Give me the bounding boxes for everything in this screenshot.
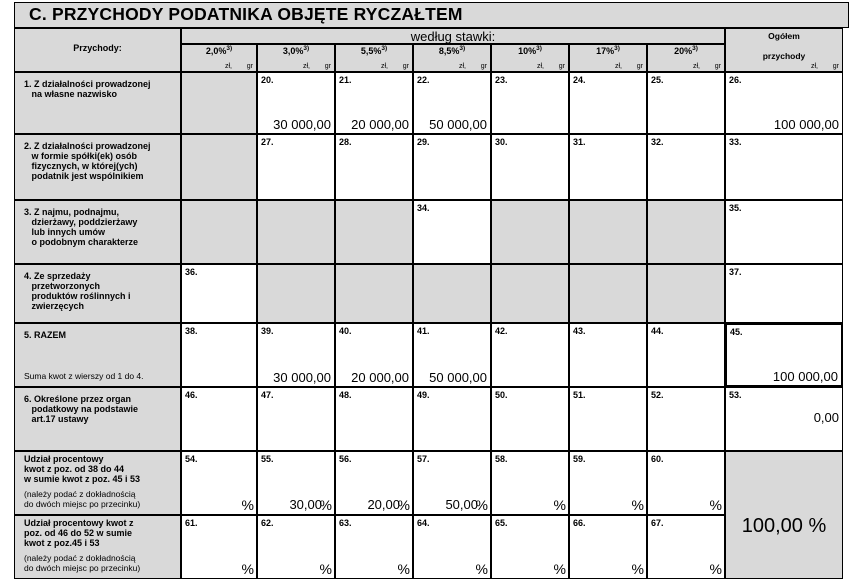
field-number: 34. [417, 203, 430, 213]
row-label-1 [14, 72, 181, 134]
field-62[interactable] [257, 515, 335, 579]
total-amount: 100 000,00 [772, 369, 838, 384]
unit-zl: zł, [225, 63, 232, 70]
percent-sign: % [475, 497, 488, 513]
field-21[interactable] [335, 72, 413, 134]
row-label-2 [14, 134, 181, 200]
field-23[interactable] [491, 72, 569, 134]
unit-zl: zł, [303, 63, 310, 70]
field-31[interactable] [569, 134, 647, 200]
percent-sign: % [319, 561, 332, 577]
unit-zl: zł, [459, 63, 466, 70]
amount-value: 50 000,00 [429, 370, 487, 385]
field-34[interactable] [413, 200, 491, 264]
field-number: 50. [495, 390, 508, 400]
field-54[interactable] [181, 451, 257, 515]
footnote-mark: 3) [381, 45, 388, 52]
footnote-mark: 3) [536, 45, 542, 52]
przychody-header-label: Przychody: [73, 43, 122, 53]
field-number: 36. [185, 267, 198, 277]
field-r3c3 [413, 264, 491, 323]
field-35[interactable] [725, 200, 843, 264]
footnote-mark: 3) [692, 45, 698, 52]
row-label: 4. Ze sprzedaży przetworzonych produktów roślinnych i zwierzęcych [24, 271, 131, 311]
przychody-header [14, 28, 181, 72]
field-number: 38. [185, 326, 198, 336]
field-61[interactable] [181, 515, 257, 579]
field-66[interactable] [569, 515, 647, 579]
rates-header-label: według stawki: [410, 29, 496, 44]
rate-label [414, 45, 490, 56]
field-number: 60. [651, 454, 664, 464]
rate-label [182, 45, 256, 56]
footnote-mark: 3) [226, 45, 233, 52]
field-52[interactable] [647, 387, 725, 451]
footnote-mark: 3) [459, 45, 466, 52]
percent-sign: % [709, 561, 722, 577]
rate-value: 10% [518, 46, 537, 56]
rates-header [181, 28, 725, 44]
total-percent-cell [725, 451, 843, 579]
field-58[interactable] [491, 451, 569, 515]
row-label: 3. Z najmu, podnajmu, dzierżawy, poddzierżawy lub innych umów o podobnym charakterze [24, 207, 139, 247]
rate-value: 3,0% [282, 46, 304, 56]
field-number: 47. [261, 390, 274, 400]
total-header-label: Ogółem [768, 31, 800, 41]
field-44[interactable] [647, 323, 725, 387]
unit-zl: zł, [537, 63, 544, 70]
field-number: 64. [417, 518, 430, 528]
percent-sign: % [553, 561, 566, 577]
rate-header-6 [647, 44, 725, 72]
field-57[interactable] [413, 451, 491, 515]
field-67[interactable] [647, 515, 725, 579]
row-label-7 [14, 451, 181, 515]
field-28[interactable] [335, 134, 413, 200]
field-47[interactable] [257, 387, 335, 451]
rate-value: 2,0% [205, 46, 227, 56]
row-label: Udział procentowy kwot z poz. od 38 do 44 w sumie kwot z poz. 45 i 53 [24, 454, 141, 484]
field-number: 54. [185, 454, 198, 464]
row-label: 6. Określone przez organ podatkowy na podstawie art.17 ustawy [24, 394, 139, 424]
row-label-4 [14, 264, 181, 323]
row-label: 5. RAZEM [24, 330, 67, 340]
rate-header-3 [413, 44, 491, 72]
percent-value: 30,00 [289, 497, 322, 512]
row-label-5 [14, 323, 181, 387]
field-number: 65. [495, 518, 508, 528]
field-29[interactable] [413, 134, 491, 200]
rate-header-2 [335, 44, 413, 72]
field-43[interactable] [569, 323, 647, 387]
field-number: 35. [729, 203, 742, 213]
percent-sign: % [475, 561, 488, 577]
field-r3c1 [257, 264, 335, 323]
unit-gr: gr [714, 63, 721, 70]
field-number: 62. [261, 518, 274, 528]
unit-gr: gr [324, 63, 331, 70]
field-number: 55. [261, 454, 274, 464]
field-60[interactable] [647, 451, 725, 515]
field-number: 23. [495, 75, 508, 85]
percent-sign: % [553, 497, 566, 513]
field-26[interactable] [725, 72, 843, 134]
total-amount: 100 000,00 [773, 117, 839, 132]
rate-value: 8,5% [438, 46, 460, 56]
rate-header-0 [181, 44, 257, 72]
total-header [725, 28, 843, 72]
rate-header-4 [491, 44, 569, 72]
row-label-6 [14, 387, 181, 451]
field-25[interactable] [647, 72, 725, 134]
field-59[interactable] [569, 451, 647, 515]
amount-value: 30 000,00 [273, 117, 331, 132]
field-27[interactable] [257, 134, 335, 200]
field-number: 43. [573, 326, 586, 336]
field-32[interactable] [647, 134, 725, 200]
unit-gr: gr [832, 63, 839, 70]
percent-sign: % [709, 497, 722, 513]
rate-label [570, 45, 646, 56]
row-label-3 [14, 200, 181, 264]
field-number: 53. [729, 390, 742, 400]
field-33[interactable] [725, 134, 843, 200]
rate-value: 17% [596, 46, 615, 56]
unit-gr: gr [558, 63, 565, 70]
field-number: 44. [651, 326, 664, 336]
unit-gr: gr [246, 63, 253, 70]
field-number: 26. [729, 75, 742, 85]
field-46[interactable] [181, 387, 257, 451]
field-r2c5 [569, 200, 647, 264]
field-53[interactable] [725, 387, 843, 451]
amount-value: 20 000,00 [351, 117, 409, 132]
field-number: 25. [651, 75, 664, 85]
field-number: 51. [573, 390, 586, 400]
rate-header-5 [569, 44, 647, 72]
field-38[interactable] [181, 323, 257, 387]
field-number: 29. [417, 137, 430, 147]
field-number: 30. [495, 137, 508, 147]
footnote-mark: 3) [614, 45, 620, 52]
field-number: 27. [261, 137, 274, 147]
amount-value: 30 000,00 [273, 370, 331, 385]
field-42[interactable] [491, 323, 569, 387]
amount-value: 50 000,00 [429, 117, 487, 132]
rate-header-1 [257, 44, 335, 72]
field-r1c0 [181, 134, 257, 200]
field-20[interactable] [257, 72, 335, 134]
field-number: 45. [730, 327, 743, 337]
field-r3c5 [569, 264, 647, 323]
field-number: 32. [651, 137, 664, 147]
field-number: 48. [339, 390, 352, 400]
field-number: 37. [729, 267, 742, 277]
field-number: 66. [573, 518, 586, 528]
unit-zl: zł, [381, 63, 388, 70]
field-65[interactable] [491, 515, 569, 579]
total-amount: 0,00 [813, 410, 839, 425]
percent-sign: % [241, 561, 254, 577]
unit-gr: gr [402, 63, 409, 70]
field-r0c0 [181, 72, 257, 134]
rate-value: 5,5% [360, 46, 382, 56]
unit-gr: gr [636, 63, 643, 70]
row-label: Udział procentowy kwot z poz. od 46 do 52 w sumie kwot z poz.45 i 53 [24, 518, 134, 548]
field-number: 46. [185, 390, 198, 400]
footnote-mark: 3) [303, 45, 310, 52]
field-55[interactable] [257, 451, 335, 515]
field-49[interactable] [413, 387, 491, 451]
row-sublabel: (należy podać z dokładnością do dwóch miejsc po przecinku) [24, 489, 141, 509]
field-36[interactable] [181, 264, 257, 323]
field-r3c4 [491, 264, 569, 323]
rate-label [648, 45, 724, 56]
field-number: 20. [261, 75, 274, 85]
field-number: 61. [185, 518, 198, 528]
field-63[interactable] [335, 515, 413, 579]
unit-zl: zł, [693, 63, 700, 70]
field-number: 31. [573, 137, 586, 147]
field-50[interactable] [491, 387, 569, 451]
row-label-8 [14, 515, 181, 579]
field-37[interactable] [725, 264, 843, 323]
field-number: 59. [573, 454, 586, 464]
total-percent: 100,00 % [741, 515, 827, 537]
field-number: 57. [417, 454, 430, 464]
field-56[interactable] [335, 451, 413, 515]
row-label: 1. Z działalności prowadzonej na własne nazwisko [24, 79, 151, 99]
unit-zl: zł, [811, 63, 818, 70]
field-number: 39. [261, 326, 274, 336]
field-40[interactable] [335, 323, 413, 387]
rate-label [336, 45, 412, 56]
field-r3c6 [647, 264, 725, 323]
field-24[interactable] [569, 72, 647, 134]
percent-sign: % [631, 561, 644, 577]
field-r2c4 [491, 200, 569, 264]
amount-value: 20 000,00 [351, 370, 409, 385]
percent-value: 20,00 [367, 497, 400, 512]
row-label: 2. Z działalności prowadzonej w formie spółki(ek) osób fizycznych, w której(ych) podatnik jest wspólnikiem [24, 141, 151, 181]
section-title: C. PRZYCHODY PODATNIKA OBJĘTE RYCZAŁTEM [29, 4, 463, 24]
field-30[interactable] [491, 134, 569, 200]
total-header-sublabel: przychody [762, 51, 806, 61]
percent-sign: % [241, 497, 254, 513]
section-title-bar [14, 2, 849, 28]
field-48[interactable] [335, 387, 413, 451]
percent-value: 50,00 [445, 497, 478, 512]
percent-sign: % [397, 497, 410, 513]
field-39[interactable] [257, 323, 335, 387]
field-64[interactable] [413, 515, 491, 579]
field-41[interactable] [413, 323, 491, 387]
rate-value: 20% [674, 46, 693, 56]
field-45[interactable] [725, 323, 843, 387]
field-number: 63. [339, 518, 352, 528]
field-r2c2 [335, 200, 413, 264]
unit-gr: gr [480, 63, 487, 70]
field-number: 21. [339, 75, 352, 85]
field-r2c0 [181, 200, 257, 264]
field-number: 56. [339, 454, 352, 464]
field-number: 67. [651, 518, 664, 528]
row-sublabel: (należy podać z dokładnością do dwóch miejsc po przecinku) [24, 553, 141, 573]
unit-zl: zł, [615, 63, 622, 70]
rate-label [258, 45, 334, 56]
field-22[interactable] [413, 72, 491, 134]
field-number: 40. [339, 326, 352, 336]
row-sublabel: Suma kwot z wierszy od 1 do 4. [24, 371, 144, 381]
field-number: 58. [495, 454, 508, 464]
field-r3c2 [335, 264, 413, 323]
field-number: 52. [651, 390, 664, 400]
field-number: 33. [729, 137, 742, 147]
percent-sign: % [319, 497, 332, 513]
percent-sign: % [631, 497, 644, 513]
field-r2c1 [257, 200, 335, 264]
field-number: 22. [417, 75, 430, 85]
field-number: 42. [495, 326, 508, 336]
rate-label [492, 45, 568, 56]
field-number: 24. [573, 75, 586, 85]
field-number: 28. [339, 137, 352, 147]
field-51[interactable] [569, 387, 647, 451]
percent-sign: % [397, 561, 410, 577]
field-number: 49. [417, 390, 430, 400]
field-number: 41. [417, 326, 430, 336]
field-r2c6 [647, 200, 725, 264]
